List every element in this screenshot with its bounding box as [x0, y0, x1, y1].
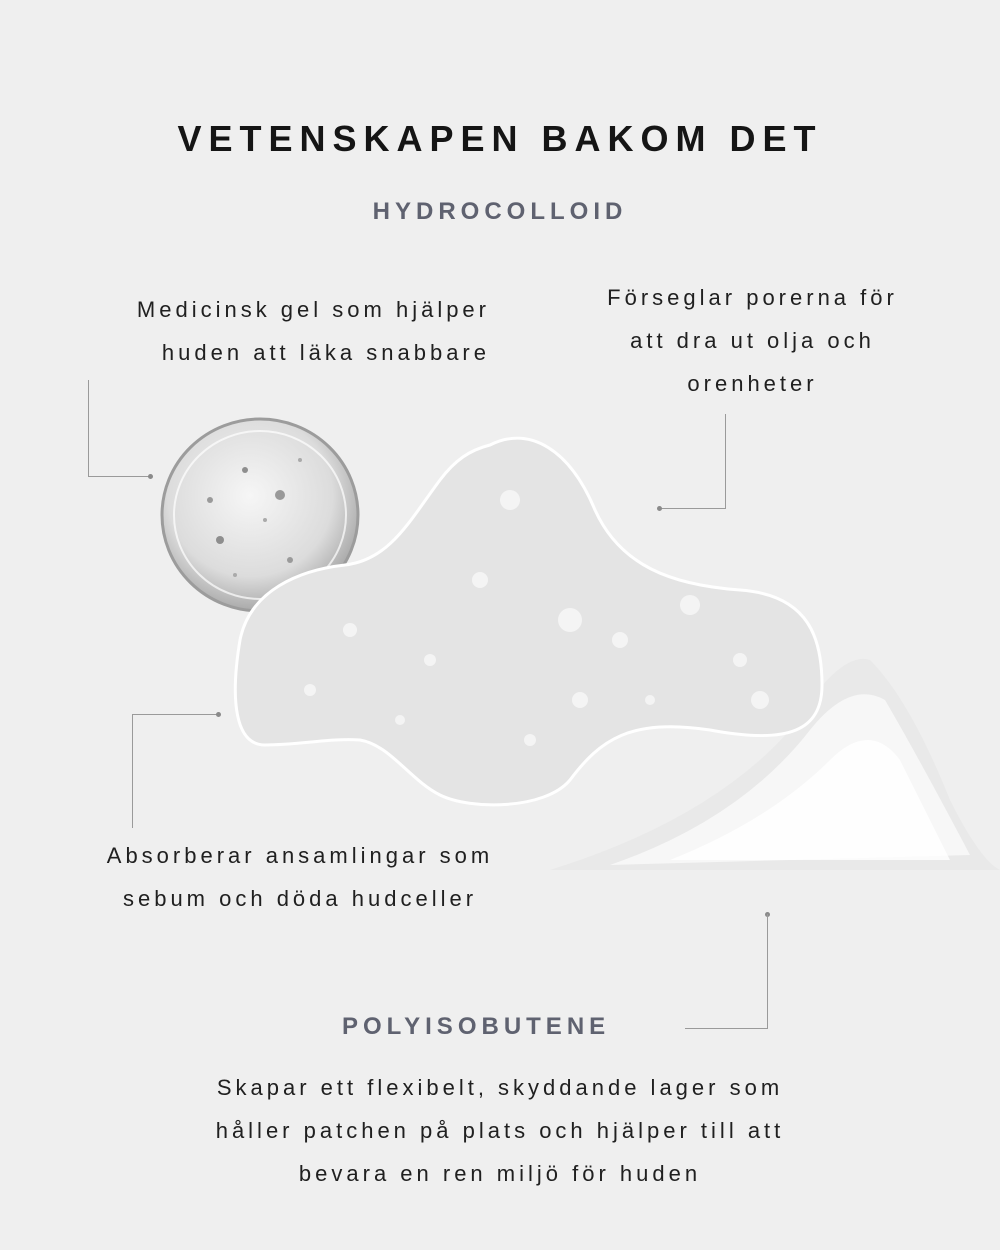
polyisobutene-line-2: håller patchen på plats och hjälper till att	[215, 1118, 785, 1143]
callout-seal-line-3: orenheter	[687, 371, 818, 396]
connector-absorb-horizontal	[132, 714, 218, 715]
callout-seal	[560, 276, 945, 405]
connector-absorb-vertical	[132, 714, 133, 828]
page-title: VETENSKAPEN BAKOM DET	[177, 118, 823, 159]
connector-seal-horizontal	[660, 508, 726, 509]
callout-absorb-line-2: sebum och döda hudceller	[122, 886, 478, 911]
connector-seal-dot	[657, 506, 662, 511]
connector-seal-vertical	[725, 414, 726, 508]
callout-gel	[137, 288, 490, 374]
section-label-hydrocolloid: HYDROCOLLOID	[372, 198, 628, 225]
callout-absorb-line-1: Absorberar ansamlingar som	[106, 843, 494, 868]
callout-gel-line-2: huden att läka snabbare	[161, 340, 490, 365]
section-label-polyisobutene: POLYISOBUTENE	[342, 1013, 611, 1040]
callout-seal-line-1: Förseglar porerna för	[607, 285, 898, 310]
connector-absorb-dot	[216, 712, 221, 717]
polyisobutene-line-1: Skapar ett flexibelt, skyddande lager som	[216, 1075, 784, 1100]
callout-seal-line-2: att dra ut olja och	[630, 328, 875, 353]
connector-poly-horizontal	[685, 1028, 768, 1029]
callout-absorb	[40, 834, 560, 920]
connector-gel-dot	[148, 474, 153, 479]
connector-gel-vertical	[88, 380, 89, 476]
connector-poly-vertical	[767, 914, 768, 1028]
polyisobutene-description	[0, 1066, 1000, 1195]
connector-gel-horizontal	[88, 476, 150, 477]
polyisobutene-line-3: bevara en ren miljö för huden	[298, 1161, 702, 1186]
callout-gel-line-1: Medicinsk gel som hjälper	[136, 297, 490, 322]
